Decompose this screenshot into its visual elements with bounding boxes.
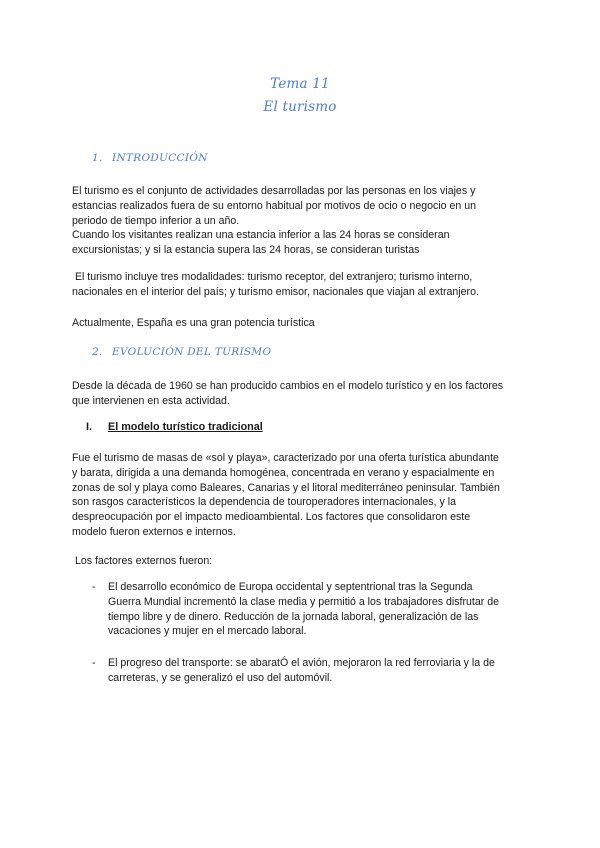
- text-line: periodo de tiempo inferior a un año.: [72, 214, 240, 227]
- text-line: excursionistas; y si la estancia supera las 24 horas, se consideran turistas: [72, 244, 420, 257]
- text-line: Actualmente, España es una gran potencia turística: [72, 317, 315, 329]
- text-line: El progreso del transporte: se abaratÓ el avión, mejoraron la red ferroviaria y la de: [108, 657, 495, 669]
- external-factors-intro: [72, 554, 532, 569]
- text-line: El desarrollo económico de Europa occidental y septentrional tras la Segunda: [108, 581, 473, 593]
- text-line: despreocupación por el impacto medioambiental. Los factores que consolidaron este: [72, 511, 471, 524]
- page-title: El turismo: [263, 99, 337, 115]
- bullet-dash: -: [92, 581, 96, 593]
- text-line: El turismo incluye tres modalidades: turismo receptor, del extranjero; turismo interno,: [72, 271, 473, 283]
- text-line: Desde la década de 1960 se han producido cambios en el modelo turístico y en los factores: [72, 380, 504, 392]
- text-line: El turismo es el conjunto de actividades desarrolladas por las personas en los viajes y: [72, 185, 476, 197]
- subsection-number: I.: [86, 421, 92, 433]
- text-line: Los factores externos fueron:: [72, 555, 213, 567]
- text-line: modelo fueron externos e internos.: [72, 525, 236, 538]
- section-number: 2.: [92, 346, 103, 358]
- text-line: son rasgos característicos la dependencia de touroperadores internacionales, y la: [72, 496, 456, 509]
- bullet-dash: -: [92, 657, 96, 669]
- text-line: vacaciones y mujer en el mercado laboral.: [108, 625, 307, 638]
- traditional-model-paragraph: [72, 451, 532, 540]
- text-line: y barata, dirigida a una demanda homogénea, concentrada en verano y espacialmente en: [72, 466, 495, 479]
- section-heading-evolucion: [92, 346, 271, 358]
- intro-paragraph-definition: [72, 184, 532, 258]
- subsection-title: El modelo turístico tradicional: [108, 421, 263, 433]
- text-line: Fue el turismo de masas de «sol y playa», caracterizado por una oferta turística abundante: [72, 452, 499, 464]
- text-line: Guerra Mundial incrementó la clase media y permitió a los trabajadores disfrutar de: [108, 595, 499, 608]
- intro-paragraph-spain: [72, 316, 532, 331]
- list-item-text: [108, 580, 528, 639]
- list-item-text: [108, 656, 528, 686]
- text-line: nacionales en el interior del país; y turismo emisor, nacionales que viajan al extranjero.: [72, 285, 479, 298]
- subsection-heading: [86, 421, 263, 433]
- section-title: INTRODUCCIÓN: [112, 152, 208, 164]
- intro-paragraph-modalities: [72, 270, 532, 300]
- text-line: tiempo libre y de dinero. Reducción de la jornada laboral, generalización de las: [108, 610, 479, 623]
- evolution-intro-paragraph: [72, 379, 532, 409]
- section-title: EVOLUCIÓN DEL TURISMO: [112, 346, 272, 358]
- text-line: que intervienen en esta actividad.: [72, 394, 230, 407]
- text-line: Cuando los visitantes realizan una estancia inferior a las 24 horas se consideran: [72, 229, 450, 242]
- section-heading-introduccion: [92, 152, 208, 164]
- text-line: estancias realizados fuera de su entorno habitual por motivos de ocio o negocio en un: [72, 199, 477, 212]
- text-line: carreteras, y se generalizó el uso del automóvil.: [108, 671, 333, 684]
- text-line: zonas de sol y playa como Baleares, Canarias y el litoral mediterráneo peninsular. También: [72, 481, 500, 494]
- topic-number: Tema 11: [270, 76, 330, 92]
- section-number: 1.: [92, 152, 103, 164]
